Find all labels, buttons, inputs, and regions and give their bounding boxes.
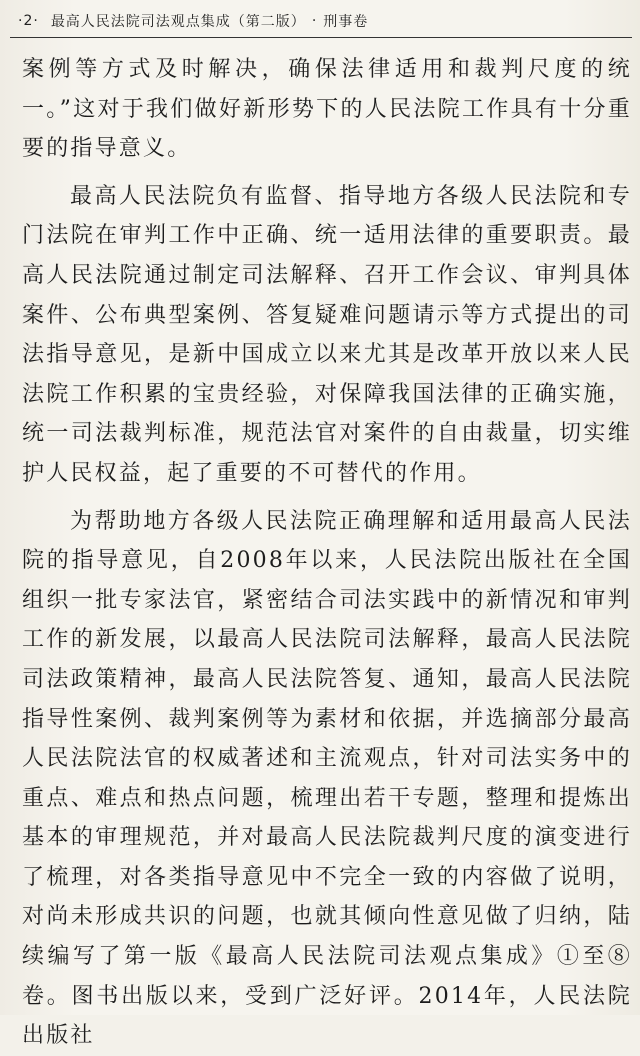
body-text: [22, 50, 632, 1056]
paragraph-continuation: 案例等方式及时解决，确保法律适用和裁判尺度的统一。”这对于我们做好新形势下的人民法院工作具有十分重要的指导意义。: [22, 57, 632, 162]
running-header: [18, 8, 622, 34]
paragraph-book-history: 为帮助地方各级人民法院正确理解和适用最高人民法院的指导意见，自2008年以来，人民法院出版社在全国组织一批专家法官，紧密结合司法实践中的新情况和审判工作的新发展，以最高人民法院司法解释，最高人民法院司法政策精神，最高人民法院答复、通知，最高人民法院指导性案例、裁判案例等为素材和依据，并选摘部分最高人民法院法官的权威著述和主流观点，针对司法实务中的重点、难点和热点问题，梳理出若干专题，整理和提炼出基本的审理规范，并对最高人民法院裁判尺度的演变进行了梳理，对各类指导意见中不完全一致的内容做了说明，对尚未形成共识的问题，也就其倾向性意见做了归纳，陆续编写了第一版《最高人民法院司法观点集成》①至⑧卷。图书出版以来，受到广泛好评。2014年，人民法院出版社: [22, 508, 632, 1049]
header-rule: [10, 37, 632, 38]
header-separator: ·: [311, 13, 318, 29]
paragraph-supreme-court-duties: 最高人民法院负有监督、指导地方各级人民法院和专门法院在审判工作中正确、统一适用法律的重要职责。最高人民法院通过制定司法解释、召开工作会议、审判具体案件、公布典型案例、答复疑难问题请示等方式提出的司法指导意见，是新中国成立以来尤其是改革开放以来人民法院工作积累的宝贵经验，对保障我国法律的正确实施，统一司法裁判标准，规范法官对案件的自由裁量，切实维护人民权益，起了重要的不可替代的作用。: [22, 183, 632, 486]
page-number: ·2·: [18, 13, 39, 29]
book-title: 最高人民法院司法观点集成（第二版）: [50, 14, 306, 30]
volume-name: 刑事卷: [323, 14, 369, 30]
